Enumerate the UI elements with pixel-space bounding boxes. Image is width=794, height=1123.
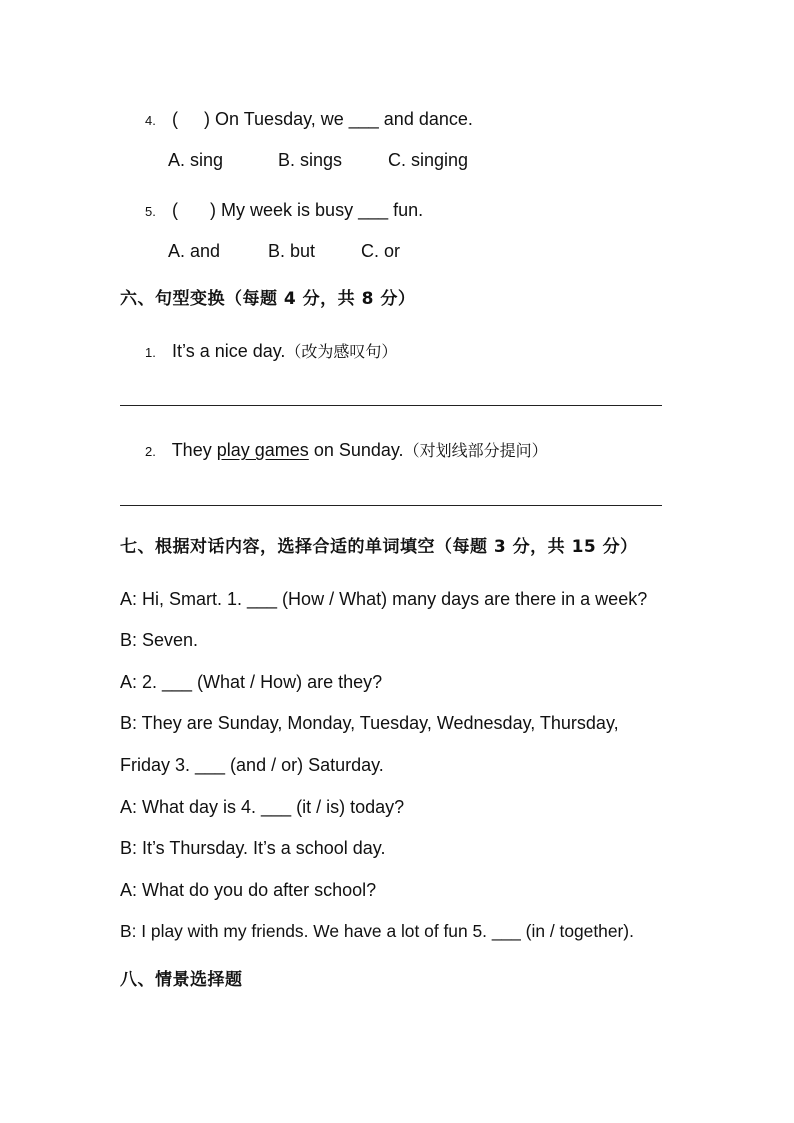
question-number: 2. bbox=[145, 444, 156, 459]
question-text: It’s a nice day. bbox=[172, 341, 286, 361]
question-5-options bbox=[168, 240, 400, 262]
question-4-options bbox=[168, 149, 468, 171]
option-b: B. sings bbox=[278, 150, 343, 170]
question-text-prefix: They bbox=[171, 440, 212, 460]
option-c: C. or bbox=[361, 241, 401, 261]
option-c: C. singing bbox=[388, 150, 469, 170]
question-stem: On Tuesday, we ___ and dance. bbox=[215, 109, 473, 129]
answer-paren-open: ( bbox=[172, 109, 179, 129]
transform-question-1 bbox=[145, 340, 397, 364]
answer-line[interactable] bbox=[120, 505, 662, 506]
question-text-suffix: on Sunday. bbox=[313, 440, 404, 460]
option-a: A. and bbox=[168, 241, 221, 261]
dialogue-line: A: What day is 4. ___ (it / is) today? bbox=[120, 797, 405, 817]
dialogue-line: B: I play with my friends. We have a lot of fun 5. ___ (in / together). bbox=[120, 921, 634, 941]
dialogue-line: B: They are Sunday, Monday, Tuesday, Wednesday, Thursday, bbox=[120, 713, 619, 733]
transform-question-2 bbox=[145, 439, 548, 463]
section-8-title: 八、情景选择题 bbox=[120, 970, 243, 990]
question-hint: （改为感叹句） bbox=[285, 342, 398, 361]
question-number: 4. bbox=[145, 113, 156, 128]
section-6-title: 六、句型变换（每题 4 分，共 8 分） bbox=[120, 289, 416, 309]
question-4 bbox=[145, 108, 473, 132]
dialogue-line: B: It’s Thursday. It’s a school day. bbox=[120, 838, 386, 858]
question-number: 1. bbox=[145, 345, 156, 360]
section-7-title: 七、根据对话内容，选择合适的单词填空（每题 3 分，共 15 分） bbox=[120, 537, 638, 557]
dialogue-line: A: 2. ___ (What / How) are they? bbox=[120, 672, 383, 692]
question-hint: （对划线部分提问） bbox=[403, 441, 548, 460]
answer-paren-close: ) bbox=[210, 200, 217, 220]
dialogue-line: Friday 3. ___ (and / or) Saturday. bbox=[120, 755, 384, 775]
question-number: 5. bbox=[145, 204, 156, 219]
answer-line[interactable] bbox=[120, 405, 662, 406]
dialogue-line: B: Seven. bbox=[120, 630, 199, 650]
option-a: A. sing bbox=[168, 150, 224, 170]
underlined-phrase: play games bbox=[216, 440, 309, 460]
answer-paren-open: ( bbox=[172, 200, 179, 220]
option-b: B. but bbox=[268, 241, 316, 261]
dialogue-line: A: Hi, Smart. 1. ___ (How / What) many days are there in a week? bbox=[120, 589, 648, 609]
dialogue-line: A: What do you do after school? bbox=[120, 880, 377, 900]
answer-paren-close: ) bbox=[204, 109, 211, 129]
question-5 bbox=[145, 199, 423, 223]
question-stem: My week is busy ___ fun. bbox=[221, 200, 424, 220]
